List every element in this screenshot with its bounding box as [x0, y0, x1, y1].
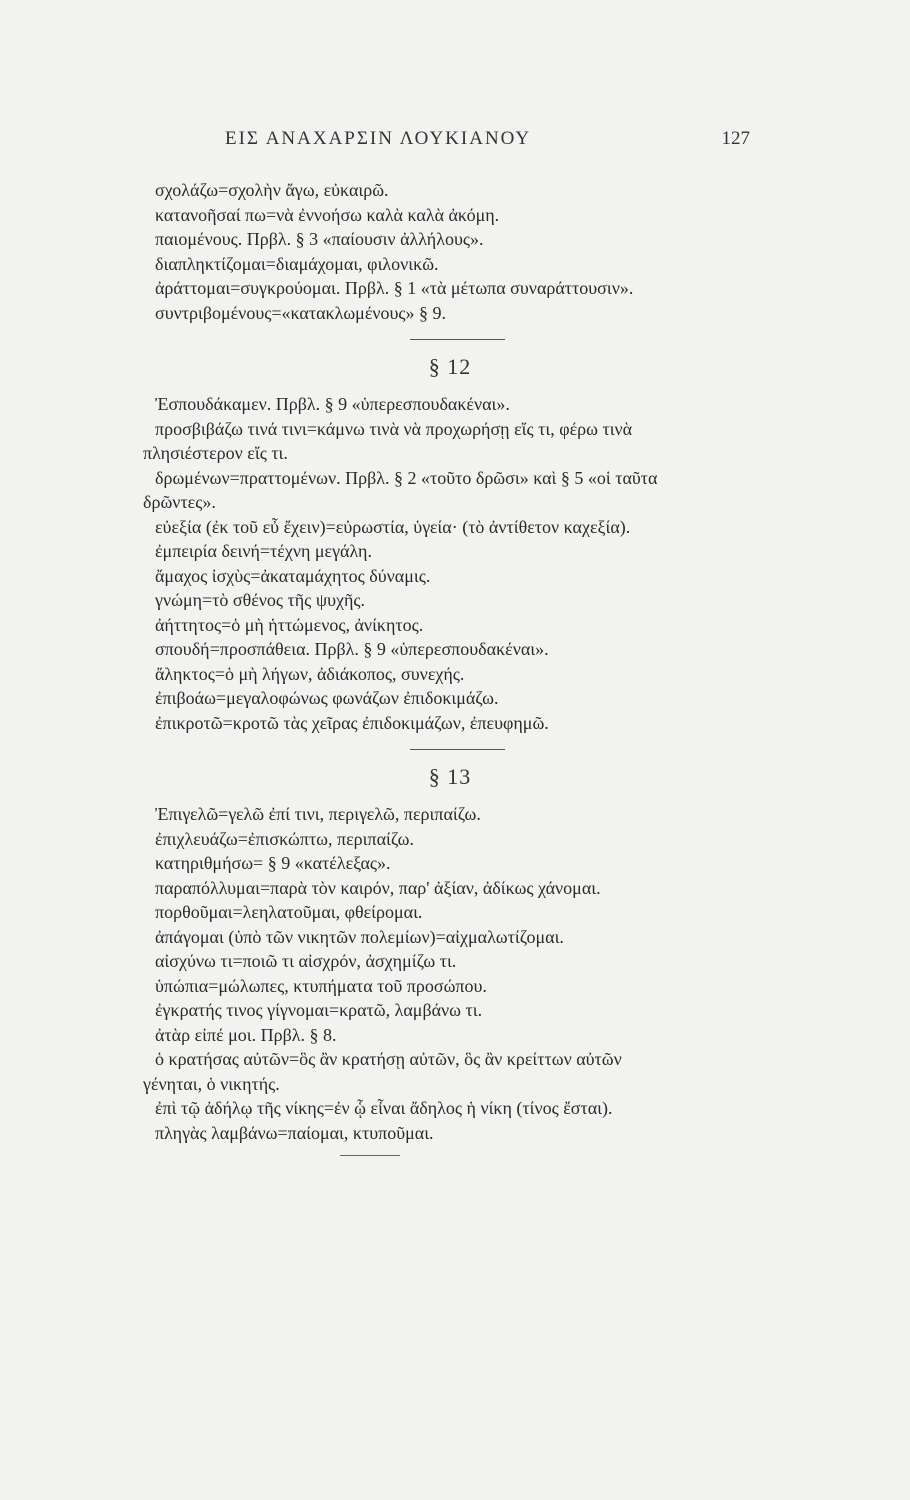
glossary-entry — [145, 851, 755, 876]
entry-text: Ἐπιγελῶ=γελῶ ἐπί τινι, περιγελῶ, περιπαίζω. — [155, 804, 481, 824]
glossary-entry: συντριβομένους=«κατακλωμένους» § 9. — [155, 302, 447, 323]
glossary-entry — [145, 925, 755, 950]
entry-continuation: πλησιέστερον εἴς τι. — [143, 443, 288, 463]
glossary-entry — [145, 1121, 755, 1146]
glossary-entry — [145, 827, 755, 852]
entry-continuation: δρῶντες». — [143, 492, 216, 512]
glossary-entry — [145, 515, 755, 540]
glossary-entry — [145, 613, 755, 638]
entry-text: παραπόλλυμαι=παρὰ τὸν καιρόν, παρ' ἀξίαν, ἀδίκως χάνομαι. — [155, 877, 601, 898]
glossary-entry — [145, 998, 755, 1023]
glossary-entry — [145, 539, 755, 564]
glossary-entry — [145, 686, 755, 711]
entry-text: ἀπάγομαι (ὑπὸ τῶν νικητῶν πολεμίων)=αἰχμαλωτίζομαι. — [155, 926, 564, 947]
entry-text: πορθοῦμαι=λεηλατοῦμαι, φθείρομαι. — [155, 902, 423, 922]
section-12-entries — [145, 392, 755, 735]
entry-text: κατηριθμήσω= § 9 «κατέλεξας». — [155, 853, 391, 873]
entry-text: ὁ κρατήσας αὐτῶν=ὃς ἂν κρατήσῃ αὐτῶν, ὃς ἂν κρείττων αὐτῶν — [155, 1049, 622, 1069]
glossary-entry — [145, 1047, 755, 1096]
glossary-entry — [145, 466, 755, 515]
entry-text: ἄμαχος ἰσχὺς=ἀκαταμάχητος δύναμις. — [155, 565, 431, 586]
entry-text: ἄληκτος=ὁ μὴ λήγων, ἀδιάκοπος, συνεχής. — [155, 663, 465, 684]
glossary-entry — [145, 900, 755, 925]
entry-text: ἐπιχλευάζω=ἐπισκώπτω, περιπαίζω. — [155, 828, 415, 849]
entry-text: προσβιβάζω τινά τινι=κάμνω τινὰ νὰ προχωρήσῃ εἴς τι, φέρω τινὰ — [155, 418, 633, 439]
glossary-entry: διαπληκτίζομαι=διαμάχομαι, φιλονικῶ. — [155, 253, 439, 274]
entry-text: ἐπικροτῶ=κροτῶ τὰς χεῖρας ἐπιδοκιμάζων, ἐπευφημῶ. — [155, 712, 549, 733]
entry-text: πληγὰς λαμβάνω=παίομαι, κτυποῦμαι. — [155, 1122, 434, 1143]
glossary-entry — [145, 392, 755, 417]
glossary-entry — [145, 974, 755, 999]
entry-text: ἐπιβοάω=μεγαλοφώνως φωνάζων ἐπιδοκιμάζω. — [155, 688, 499, 708]
section-divider — [410, 749, 505, 750]
section-divider — [410, 339, 505, 340]
entry-text: σπουδή=προσπάθεια. Πρβλ. § 9 «ὑπερεσπουδακέναι». — [155, 639, 549, 659]
glossary-body — [145, 178, 755, 1156]
entry-text: γνώμη=τὸ σθένος τῆς ψυχῆς. — [155, 590, 366, 610]
glossary-entry — [145, 802, 755, 827]
entry-text: Ἐσπουδάκαμεν. Πρβλ. § 9 «ὑπερεσπουδακέναι». — [155, 394, 510, 414]
glossary-entry — [145, 564, 755, 589]
entry-text: ἐγκρατής τινος γίγνομαι=κρατῶ, λαμβάνω τι. — [155, 1000, 483, 1020]
glossary-entry — [145, 876, 755, 901]
entry-text: ἀτὰρ εἰπέ μοι. Πρβλ. § 8. — [155, 1024, 337, 1045]
glossary-entry: σχολάζω=σχολὴν ἄγω, εὐκαιρῶ. — [155, 180, 389, 200]
page-header — [155, 128, 750, 158]
entry-text: ἐπὶ τῷ ἀδήλῳ τῆς νίκης=ἐν ᾧ εἶναι ἄδηλος ἡ νίκη (τίνος ἔσται). — [155, 1098, 613, 1118]
glossary-entry — [145, 637, 755, 662]
glossary-entry — [145, 949, 755, 974]
glossary-entry — [145, 711, 755, 736]
entry-text: ὑπώπια=μώλωπες, κτυπήματα τοῦ προσώπου. — [155, 975, 487, 996]
section-13-entries — [145, 802, 755, 1145]
glossary-entry — [145, 1096, 755, 1121]
running-title: ΕΙΣ ΑΝΑΧΑΡΣΙΝ ΛΟΥΚΙΑΝΟΥ — [225, 128, 532, 149]
glossary-entry: παιομένους. Πρβλ. § 3 «παίουσιν ἀλλήλους». — [155, 229, 484, 249]
glossary-entry — [145, 417, 755, 466]
entry-continuation: γένηται, ὁ νικητής. — [143, 1073, 280, 1094]
section-heading-12: § 12 — [428, 354, 472, 379]
glossary-entry — [145, 1023, 755, 1048]
page-number: 127 — [721, 128, 750, 149]
glossary-entry: ἀράττομαι=συγκρούομαι. Πρβλ. § 1 «τὰ μέτωπα συναράττουσιν». — [155, 278, 634, 298]
entry-text: ἐμπειρία δεινή=τέχνη μεγάλη. — [155, 541, 372, 561]
glossary-entry: κατανοῆσαί πω=νὰ ἐννοήσω καλὰ καλὰ ἀκόμη. — [155, 204, 500, 225]
glossary-block-intro — [145, 178, 755, 325]
end-divider — [340, 1155, 400, 1156]
entry-text: δρωμένων=πραττομένων. Πρβλ. § 2 «τοῦτο δρῶσι» καὶ § 5 «οἱ ταῦτα — [155, 467, 658, 488]
entry-text: ἀήττητος=ὁ μὴ ἡττώμενος, ἀνίκητος. — [155, 614, 424, 635]
entry-text: εὐεξία (ἐκ τοῦ εὖ ἔχειν)=εὐρωστία, ὑγεία· (τὸ ἀντίθετον καχεξία). — [155, 516, 631, 537]
entry-text: αἰσχύνω τι=ποιῶ τι αἰσχρόν, ἀσχημίζω τι. — [155, 951, 457, 971]
section-heading-13: § 13 — [428, 764, 472, 789]
glossary-entry — [145, 662, 755, 687]
glossary-entry — [145, 588, 755, 613]
